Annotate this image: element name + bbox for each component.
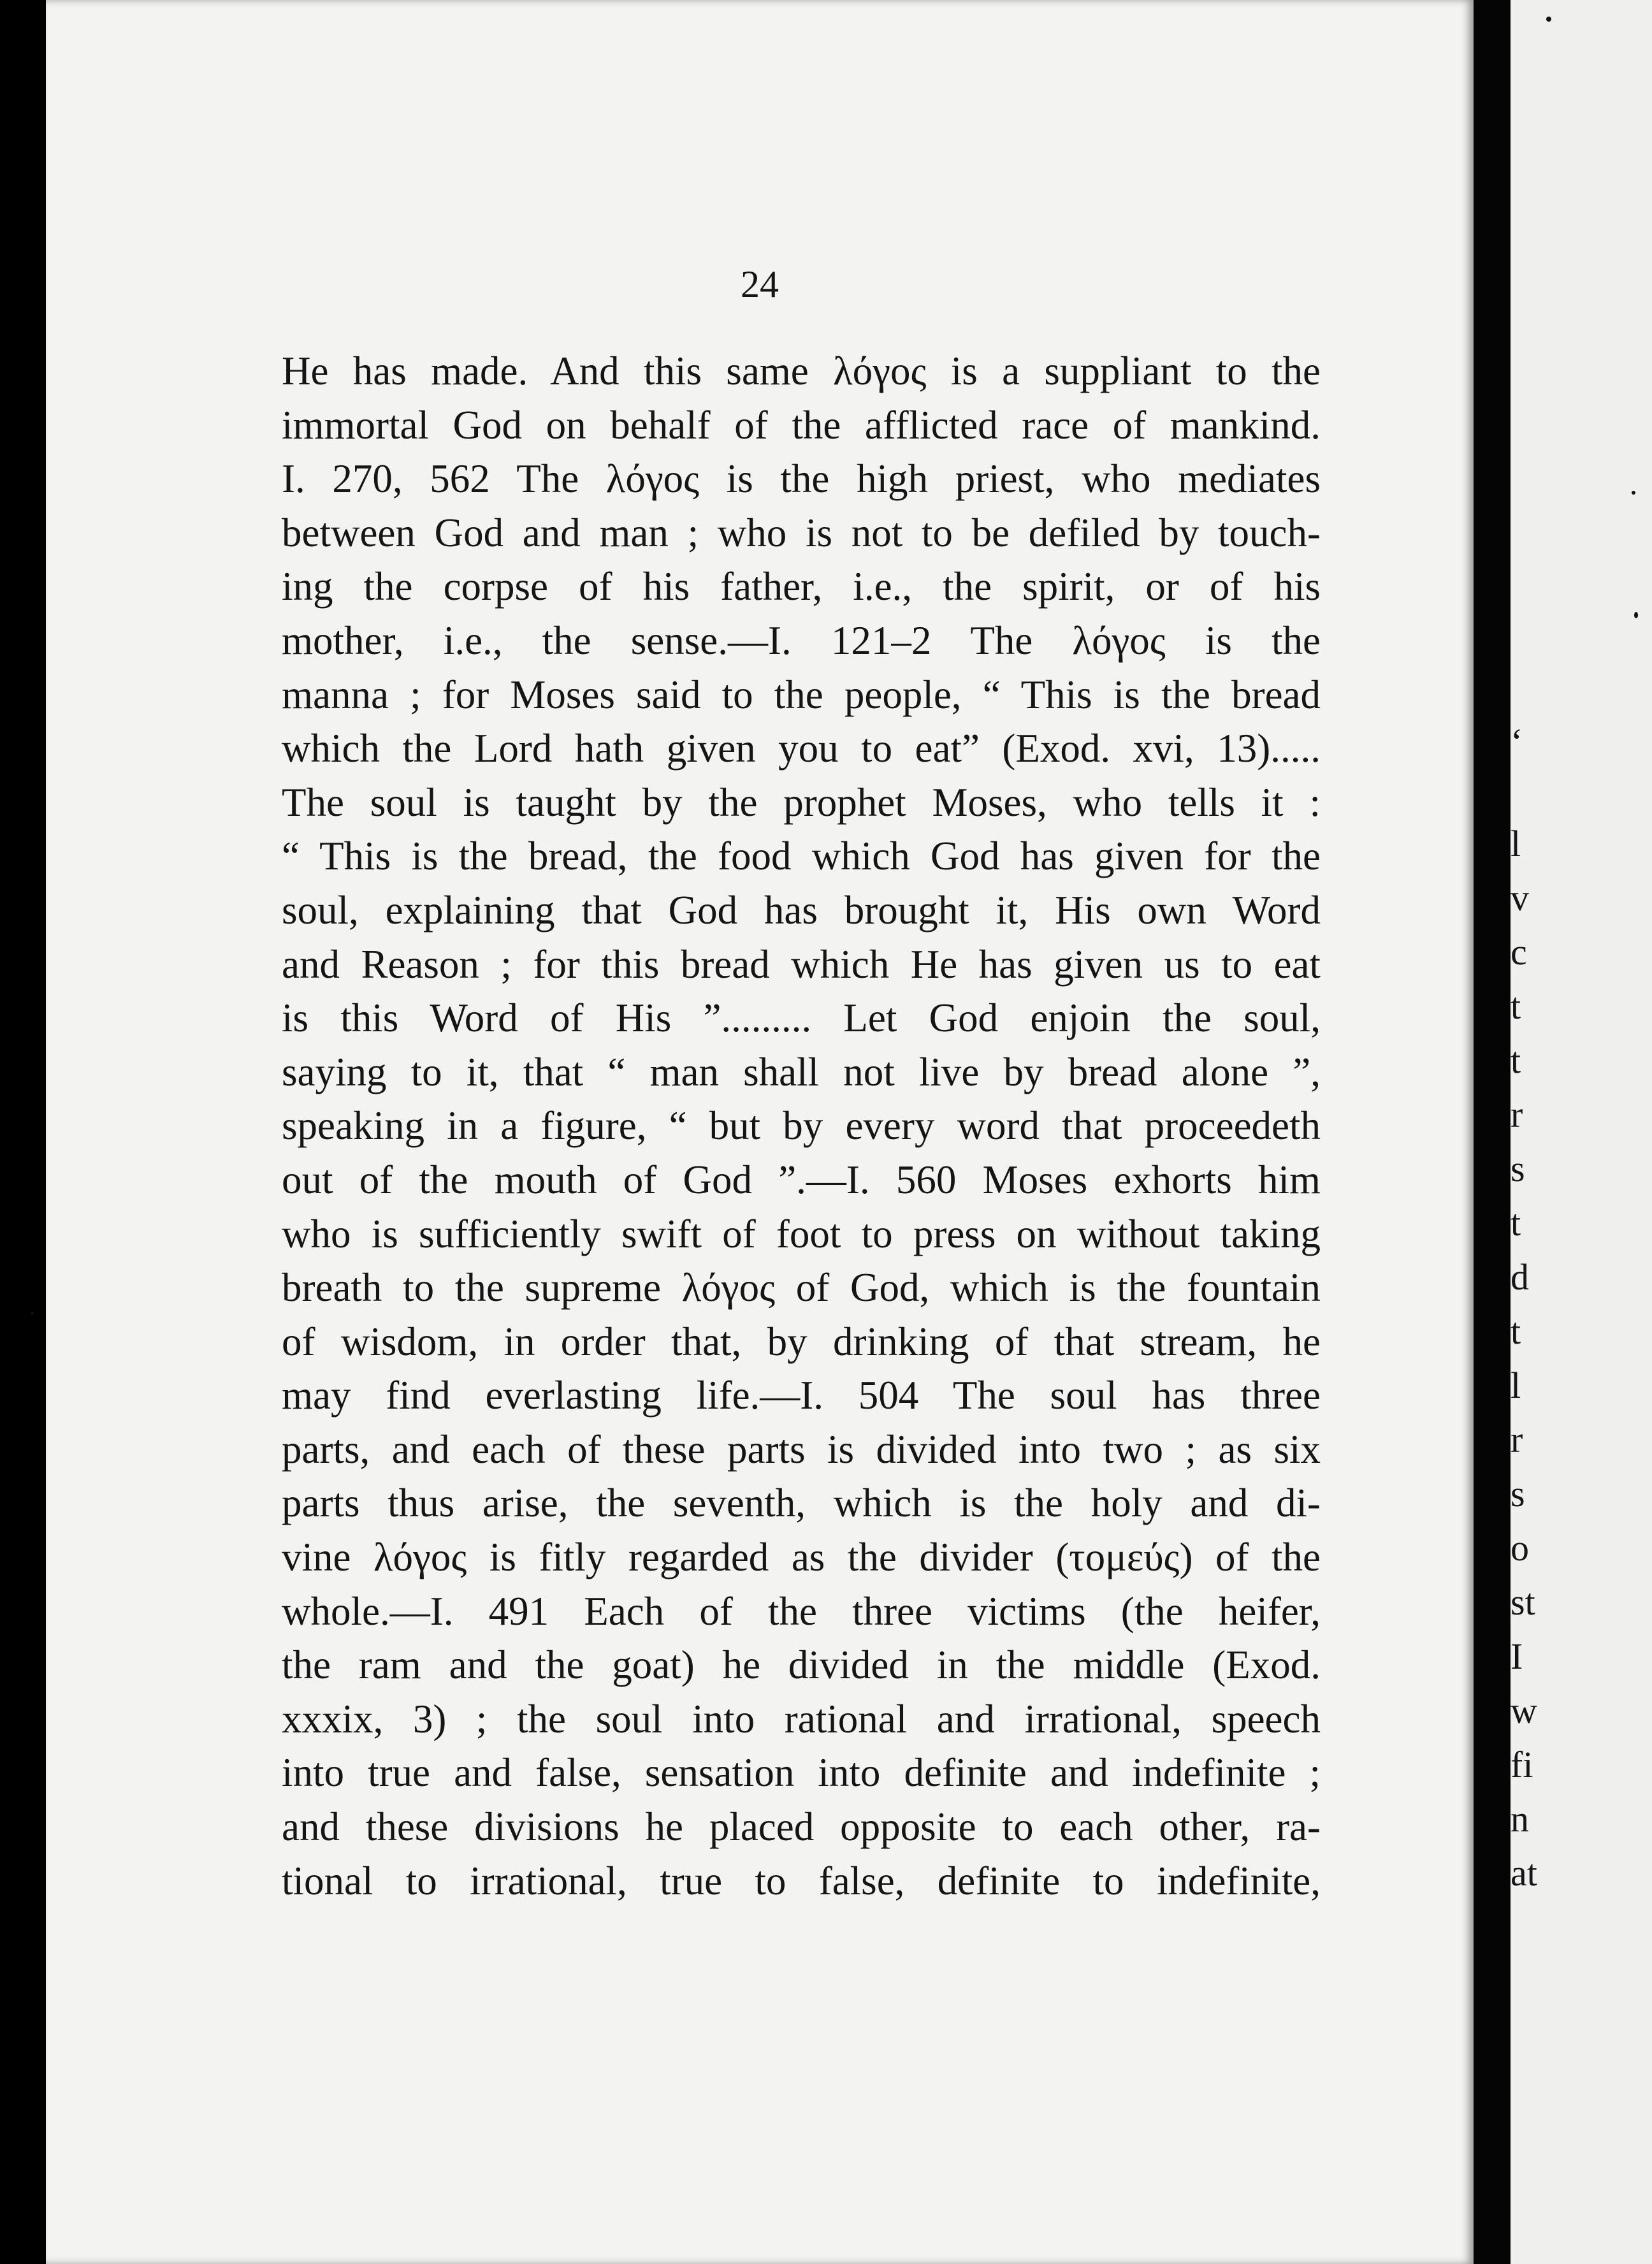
right-page-fragment: s	[1511, 1473, 1525, 1514]
right-page-fragment: c	[1511, 931, 1527, 973]
right-page-fragment: l	[1511, 1365, 1521, 1406]
text-line: I. 270, 562 The λόγος is the high priest, who mediates	[282, 456, 1321, 502]
scan-speck	[31, 1312, 34, 1315]
text-line: manna ; for Moses said to the people, “ This is the bread	[282, 672, 1321, 717]
right-page-fragment: t	[1511, 1310, 1521, 1352]
scan-speck	[1634, 612, 1638, 618]
page-number: 24	[741, 263, 779, 305]
text-line: of wisdom, in order that, by drinking of that stream, he	[282, 1319, 1321, 1364]
right-page-fragment: fi	[1511, 1744, 1533, 1785]
text-line: who is sufficiently swift of foot to press on without taking	[282, 1211, 1321, 1256]
right-page-fragment: w	[1511, 1690, 1537, 1731]
right-page-fragment: ‘	[1511, 721, 1523, 762]
text-line: breath to the supreme λόγος of God, which is the fountain	[282, 1265, 1321, 1310]
text-line: vine λόγος is fitly regarded as the divider (τομεύς) of the	[282, 1535, 1321, 1580]
right-page-fragment: at	[1511, 1852, 1537, 1894]
binding-gutter	[1474, 0, 1511, 2264]
text-line: whole.—I. 491 Each of the three victims (the heifer,	[282, 1588, 1321, 1634]
text-line: He has made. And this same λόγος is a suppliant to the	[282, 349, 1321, 393]
text-line: is this Word of His ”......... Let God enjoin the soul,	[282, 996, 1321, 1041]
text-line: may find everlasting life.—I. 504 The soul has three	[282, 1373, 1321, 1418]
text-line: parts, and each of these parts is divided into two ; as six	[282, 1426, 1321, 1472]
text-line: The soul is taught by the prophet Moses, who tells it :	[282, 780, 1321, 825]
right-page-fragment: n	[1511, 1798, 1529, 1840]
right-page-fragment: s	[1511, 1148, 1525, 1189]
text-line: and Reason ; for this bread which He has given us to eat	[282, 941, 1321, 987]
right-page-fragment: r	[1511, 1419, 1523, 1460]
text-line: ing the corpse of his father, i.e., the spirit, or of his	[282, 564, 1321, 609]
right-page-fragment: o	[1511, 1527, 1529, 1569]
right-page-fragment: t	[1511, 985, 1521, 1027]
text-line: the ram and the goat) he divided in the middle (Exod.	[282, 1643, 1321, 1688]
text-line: and these divisions he placed opposite to each other, ra-	[282, 1804, 1321, 1850]
text-line: which the Lord hath given you to eat” (Exod. xvi, 13).....	[282, 726, 1321, 771]
right-page-text-fragments	[1511, 0, 1652, 2264]
scan-speck	[1546, 17, 1551, 22]
right-page-fragment: l	[1511, 823, 1521, 864]
text-line: tional to irrational, true to false, definite to indefinite,	[282, 1858, 1321, 1903]
text-line: into true and false, sensation into definite and indefinite ;	[282, 1750, 1321, 1796]
text-line: between God and man ; who is not to be defiled by touch-	[282, 510, 1321, 555]
text-line: xxxix, 3) ; the soul into rational and irrational, speech	[282, 1696, 1321, 1741]
text-line: speaking in a figure, “ but by every word that proceedeth	[282, 1103, 1321, 1149]
text-line: parts thus arise, the seventh, which is the holy and di-	[282, 1481, 1321, 1526]
right-page-fragment: v	[1511, 877, 1529, 918]
body-text	[282, 344, 1321, 1908]
text-line: out of the mouth of God ”.—I. 560 Moses exhorts him	[282, 1157, 1321, 1202]
text-line: soul, explaining that God has brought it, His own Word	[282, 887, 1321, 932]
text-line: saying to it, that “ man shall not live by bread alone ”,	[282, 1049, 1321, 1094]
scan-speck	[1632, 491, 1635, 495]
text-line: mother, i.e., the sense.—I. 121–2 The λόγος is the	[282, 618, 1321, 663]
right-page-fragment: r	[1511, 1094, 1523, 1135]
right-page-fragment: st	[1511, 1581, 1535, 1623]
right-page-fragment: I	[1511, 1636, 1523, 1677]
right-page-fragment: t	[1511, 1202, 1521, 1244]
right-page-fragment: t	[1511, 1040, 1521, 1081]
text-line: immortal God on behalf of the afflicted race of mankind.	[282, 402, 1321, 447]
right-page-fragment: d	[1511, 1256, 1529, 1298]
text-line: “ This is the bread, the food which God has given for the	[282, 834, 1321, 879]
